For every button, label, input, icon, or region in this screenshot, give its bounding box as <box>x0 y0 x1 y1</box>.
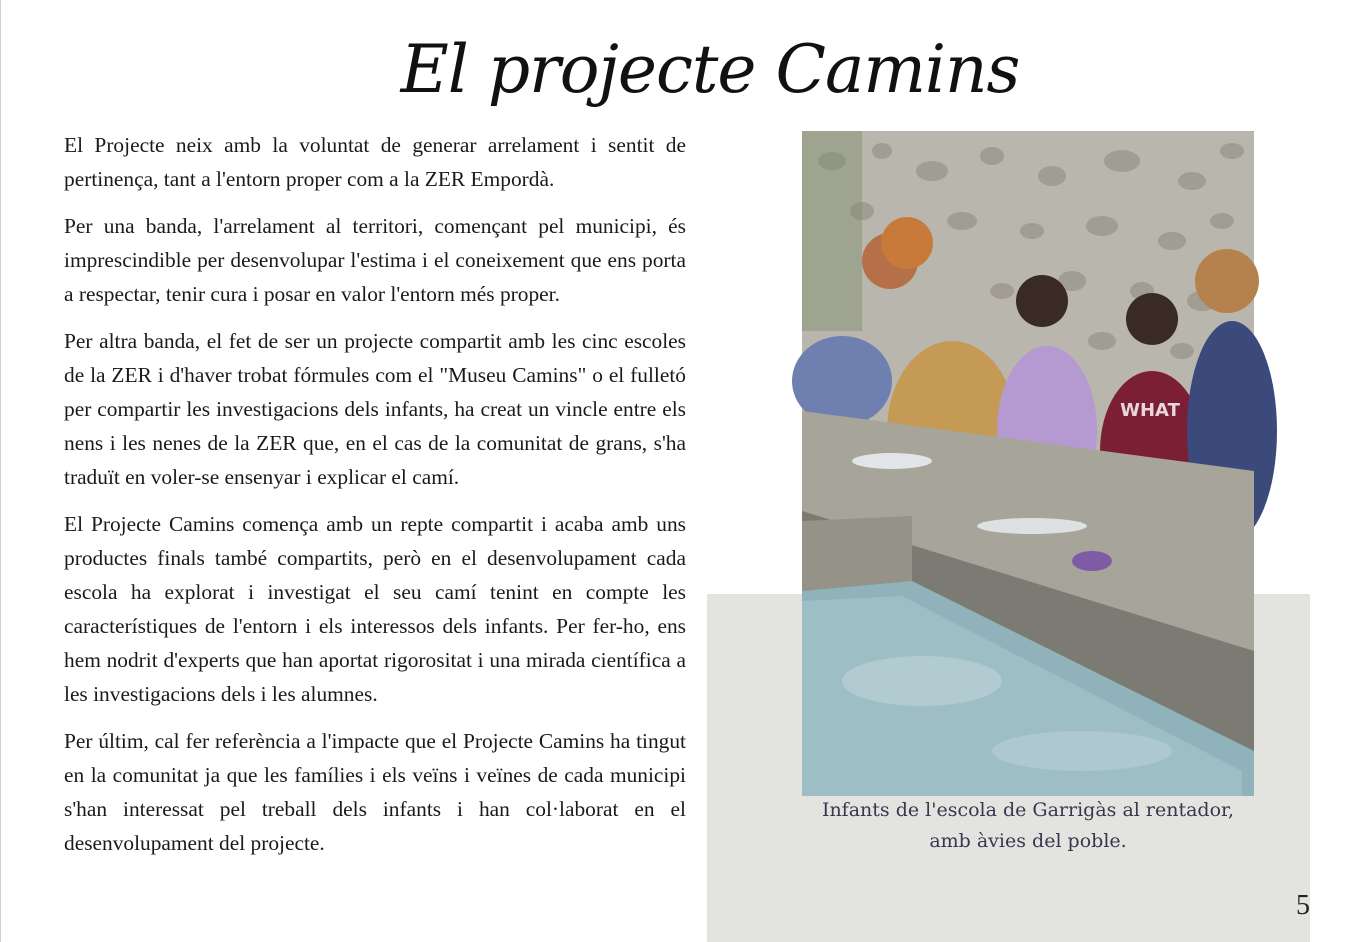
page-title-text: El projecte Camins <box>400 31 1020 108</box>
paragraph: Per una banda, l'arrelament al territori, començant pel municipi, és imprescindible per desenvolupar l'estima i el coneixement que ens porta a respectar, tenir cura i posar en valor l'entorn més proper. <box>64 214 686 306</box>
shirt-text: WHAT <box>1120 400 1180 421</box>
body-text <box>64 128 686 873</box>
photo-caption <box>802 795 1254 857</box>
paragraph: Per últim, cal fer referència a l'impacte que el Projecte Camins ha tingut en la comunitat ja que les famílies i els veïns i veïnes de cada municipi s'han interessat pel treball dels infants i han col·laborat en el desenvolupament del projecte. <box>64 729 686 855</box>
paragraph: Per altra banda, el fet de ser un projecte compartit amb les cinc escoles de la ZER i d'haver trobat fórmules com el "Museu Camins" o el fulletó per compartir les investigacions dels infants, ha creat un vincle entre els nens i les nenes de la ZER que, en el cas de la comunitat de grans, s'ha traduït en voler-se ensenyar i explicar el camí. <box>64 329 686 489</box>
page-edge <box>0 0 1 942</box>
page-number: 5 <box>1296 890 1310 921</box>
page-title <box>400 0 1020 130</box>
caption-line: Infants de l'escola de Garrigàs al rentador, <box>821 799 1235 821</box>
caption-line: amb àvies del poble. <box>929 830 1127 852</box>
photo-laundry <box>802 131 1254 796</box>
paragraph: El Projecte Camins comença amb un repte compartit i acaba amb uns productes finals també compartits, però en el desenvolupament cada escola ha explorat i investigat el seu camí tenint en compte les característiques de l'entorn i els interessos dels infants. Per fer-ho, ens hem nodrit d'experts que han aportat rigorositat i una mirada científica a les investigacions dels i les alumnes. <box>64 512 686 706</box>
paragraph: El Projecte neix amb la voluntat de generar arrelament i sentit de pertinença, tant a l'entorn proper com a la ZER Empordà. <box>64 133 686 191</box>
